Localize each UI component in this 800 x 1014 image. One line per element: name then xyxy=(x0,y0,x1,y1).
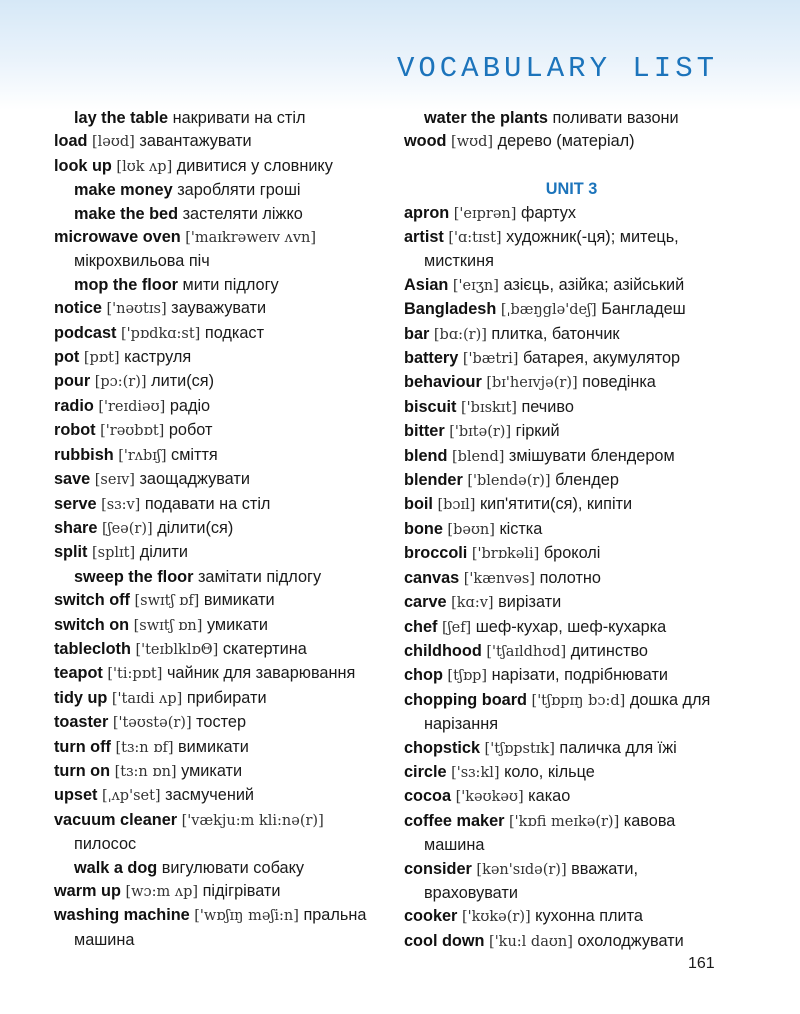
vocab-word: biscuit xyxy=(404,397,457,416)
vocab-transcription: ['nəʊtɪs] xyxy=(106,301,167,318)
vocab-transcription: [splɪt] xyxy=(92,545,136,562)
vocab-word: chef xyxy=(404,617,438,636)
vocab-translation: шеф-кухар, шеф-кухарка xyxy=(475,617,667,636)
vocab-transcription: [ʃeə(r)] xyxy=(101,520,153,537)
vocab-entry xyxy=(54,711,389,735)
vocab-entry xyxy=(404,130,739,154)
vocab-transcription: [bəʊn] xyxy=(447,521,495,538)
vocab-translation: робот xyxy=(168,421,213,440)
vocab-translation: азієць, азійка; азійський xyxy=(503,275,685,294)
vocab-translation: вимикати xyxy=(203,591,275,610)
vocab-transcription: ['kəʊkəʊ] xyxy=(455,789,524,806)
vocab-entry xyxy=(54,566,389,589)
vocab-transcription: ['reɪdiəʊ] xyxy=(98,398,166,415)
vocab-transcription: ['bɪskɪt] xyxy=(461,399,517,416)
vocab-entry xyxy=(54,662,389,686)
vocab-word: cooker xyxy=(404,907,458,926)
vocab-transcription: ['bɪtə(r)] xyxy=(449,424,512,441)
vocab-word: turn on xyxy=(54,761,111,780)
vocab-entry xyxy=(404,445,739,469)
vocab-entry xyxy=(404,616,739,640)
vocab-translation: чайник для заварювання xyxy=(166,664,356,683)
vocab-entry xyxy=(54,809,389,857)
vocab-entry xyxy=(404,664,739,688)
vocab-transcription: ['taɪdi ʌp] xyxy=(111,690,183,707)
vocab-word: boil xyxy=(404,495,433,514)
vocab-transcription: [wɔ:m ʌp] xyxy=(125,884,199,900)
vocab-word: toaster xyxy=(54,713,109,732)
vocab-transcription: ['pɒdkɑ:st] xyxy=(120,325,201,342)
vocab-word: pour xyxy=(54,372,91,391)
vocab-word: save xyxy=(54,470,91,489)
vocab-translation: засмучений xyxy=(165,786,255,805)
vocab-entry xyxy=(54,493,389,517)
vocab-entry xyxy=(54,760,389,784)
vocab-entry xyxy=(54,736,389,760)
vocab-word: microwave oven xyxy=(54,228,181,247)
vocab-word: bone xyxy=(404,519,443,538)
vocab-translation: скатертина xyxy=(222,639,307,658)
vocab-entry xyxy=(404,347,739,371)
vocab-translation: подкаст xyxy=(204,323,265,342)
vocab-word: water the plants xyxy=(424,109,548,127)
vocab-word: carve xyxy=(404,593,447,612)
vocab-entry xyxy=(404,323,739,347)
vocab-translation: печиво xyxy=(521,397,574,416)
vocab-word: notice xyxy=(54,299,102,318)
vocab-word: Asian xyxy=(404,275,449,294)
vocab-entry xyxy=(404,542,739,566)
vocab-transcription: [sɜ:v] xyxy=(101,496,141,513)
vocab-transcription: [wʊd] xyxy=(451,134,494,151)
vocab-entry xyxy=(404,591,739,615)
vocab-word: robot xyxy=(54,421,96,440)
vocab-word: tidy up xyxy=(54,688,108,707)
vocab-entry xyxy=(54,203,389,226)
vocab-transcription: ['sɜ:kl] xyxy=(451,764,500,781)
vocab-transcription: [blend] xyxy=(451,448,505,465)
vocab-word: washing machine xyxy=(54,906,190,925)
vocab-word: warm up xyxy=(54,882,121,900)
vocab-translation: какао xyxy=(528,787,571,806)
vocab-transcription: [tɜ:n ɒn] xyxy=(114,763,177,780)
vocab-translation: ділити xyxy=(139,543,188,562)
vocab-word: artist xyxy=(404,228,444,247)
vocab-transcription: [kɑ:v] xyxy=(451,595,494,612)
vocab-transcription: ['ɑ:tɪst] xyxy=(448,230,502,247)
vocab-translation: вимикати xyxy=(178,737,249,756)
vocab-transcription: ['ti:pɒt] xyxy=(107,666,163,683)
vocab-transcription: [seɪv] xyxy=(94,472,135,489)
vocab-word: bitter xyxy=(404,422,445,441)
vocab-translation: застеляти ліжко xyxy=(182,204,303,223)
unit-heading: UNIT 3 xyxy=(545,180,598,199)
right-column xyxy=(404,107,739,954)
vocab-translation: підігрівати xyxy=(202,882,281,900)
vocab-transcription: ['brɒkəli] xyxy=(471,546,540,563)
vocab-transcription: ['teɪblklɒΘ] xyxy=(135,641,219,658)
vocab-translation: замітати підлогу xyxy=(197,567,322,586)
vocab-word: split xyxy=(54,543,88,562)
vocab-transcription: ['tʃaɪldhʊd] xyxy=(486,643,567,660)
vocab-word: consider xyxy=(404,859,472,878)
vocab-entry xyxy=(404,420,739,444)
vocab-translation: умикати xyxy=(181,761,243,780)
vocab-translation: ділити(ся) xyxy=(157,518,234,537)
vocab-word: make money xyxy=(74,181,173,200)
vocab-entry xyxy=(404,298,739,322)
vocab-entry xyxy=(54,904,389,952)
vocab-word: walk a dog xyxy=(74,858,158,877)
left-column xyxy=(54,107,389,952)
vocab-transcription: [bɔɪl] xyxy=(437,497,476,514)
vocab-transcription: ['blendə(r)] xyxy=(467,473,551,490)
vocab-transcription: [ˌʌp'set] xyxy=(101,788,161,805)
vocab-translation: вирізати xyxy=(498,593,562,612)
vocab-word: battery xyxy=(404,349,459,368)
vocab-word: chopstick xyxy=(404,738,481,757)
vocab-word: wood xyxy=(404,132,447,151)
vocab-word: mop the floor xyxy=(74,275,179,294)
vocab-transcription: ['maɪkrəweɪv ʌvn] xyxy=(185,230,317,247)
vocab-translation: полотно xyxy=(539,568,601,587)
vocab-transcription: ['təʊstə(r)] xyxy=(112,715,192,732)
vocab-entry xyxy=(404,469,739,493)
vocab-word: pot xyxy=(54,348,80,367)
vocab-word: coffee maker xyxy=(404,811,505,830)
vocab-word: canvas xyxy=(404,568,460,587)
vocab-entry xyxy=(404,202,739,226)
vocab-translation: Бангладеш xyxy=(601,300,686,319)
vocab-transcription: [ləʊd] xyxy=(92,134,135,151)
vocab-transcription: ['kɒfi meɪkə(r)] xyxy=(509,813,620,830)
vocab-entry xyxy=(54,346,389,370)
vocab-entry xyxy=(54,297,389,321)
vocab-word: serve xyxy=(54,494,97,513)
vocab-entry xyxy=(404,930,739,954)
vocab-word: sweep the floor xyxy=(74,567,194,586)
vocab-translation: кухонна плита xyxy=(535,907,643,926)
vocab-entry xyxy=(54,517,389,541)
vocab-transcription: [pɔ:(r)] xyxy=(94,374,147,391)
vocab-translation: кістка xyxy=(499,519,543,538)
spacer xyxy=(404,155,739,178)
vocab-transcription: [kən'sɪdə(r)] xyxy=(476,861,567,878)
vocab-translation: зауважувати xyxy=(171,299,267,318)
vocab-word: radio xyxy=(54,396,94,415)
vocab-translation-continued: нарізання xyxy=(424,715,499,734)
vocab-transcription: ['tʃɒpstɪk] xyxy=(484,740,555,757)
vocab-translation: тостер xyxy=(196,713,247,732)
vocab-word: vacuum cleaner xyxy=(54,810,178,829)
vocab-entry xyxy=(54,880,389,904)
vocab-entry xyxy=(54,370,389,394)
vocab-entry xyxy=(54,179,389,202)
vocab-transcription: ['eɪprən] xyxy=(453,205,517,222)
vocab-translation: гіркий xyxy=(515,422,560,441)
vocab-translation-continued: машина xyxy=(424,836,485,855)
vocab-entry xyxy=(54,444,389,468)
vocab-transcription: [tɜ:n ɒf] xyxy=(115,739,174,756)
vocab-transcription: ['ku:l daʊn] xyxy=(489,933,573,950)
vocab-transcription: ['eɪʒn] xyxy=(452,277,499,294)
vocab-translation: паличка для їжі xyxy=(559,738,677,757)
vocab-transcription: ['kænvəs] xyxy=(463,570,536,587)
vocab-word: cocoa xyxy=(404,787,452,806)
vocab-word: circle xyxy=(404,762,447,781)
vocab-translation-continued: мікрохвильова піч xyxy=(74,252,210,271)
vocab-transcription: [bɑ:(r)] xyxy=(433,326,487,343)
vocab-transcription: ['rəʊbɒt] xyxy=(100,423,165,440)
vocab-entry xyxy=(54,614,389,638)
vocab-word: chopping board xyxy=(404,690,527,709)
vocab-word: tablecloth xyxy=(54,639,131,658)
vocab-translation: вигулювати собаку xyxy=(161,858,305,877)
vocab-word: apron xyxy=(404,203,450,222)
vocab-word: make the bed xyxy=(74,204,179,223)
vocab-entry xyxy=(54,155,389,179)
vocab-translation: плитка, батончик xyxy=(491,324,620,343)
vocab-transcription: ['wɒʃɪŋ məʃi:n] xyxy=(194,908,299,925)
vocab-word: upset xyxy=(54,786,98,805)
vocab-word: childhood xyxy=(404,641,482,660)
vocab-word: rubbish xyxy=(54,445,114,464)
vocab-entry xyxy=(404,107,739,130)
vocab-word: Bangladesh xyxy=(404,300,497,319)
vocab-entry xyxy=(54,130,389,154)
vocab-translation-continued: машина xyxy=(74,930,135,949)
vocab-word: behaviour xyxy=(404,373,482,392)
vocab-entry xyxy=(404,371,739,395)
vocab-entry xyxy=(54,589,389,613)
vocab-entry xyxy=(54,541,389,565)
vocab-transcription: ['bætri] xyxy=(462,351,519,368)
vocab-transcription: [pɒt] xyxy=(83,350,120,367)
vocab-entry xyxy=(54,784,389,808)
vocab-entry xyxy=(404,761,739,785)
vocab-translation: радіо xyxy=(169,396,211,415)
vocab-word: broccoli xyxy=(404,544,468,563)
vocab-translation: змішувати блендером xyxy=(508,446,675,465)
unit-list xyxy=(404,202,739,955)
vocab-translation: накривати на стіл xyxy=(172,109,306,127)
vocab-translation: художник(-ця); митець, xyxy=(506,228,679,247)
vocab-translation: кип'ятити(ся), кипіти xyxy=(480,495,633,514)
vocab-translation: вважати, xyxy=(571,859,638,878)
vocab-transcription: ['vækju:m kli:nə(r)] xyxy=(181,812,324,829)
vocab-entry xyxy=(404,689,739,737)
vocab-entry xyxy=(54,226,389,274)
vocab-translation: мити підлогу xyxy=(182,275,279,294)
vocab-entry xyxy=(404,396,739,420)
vocab-entry xyxy=(54,687,389,711)
vocab-translation: блендер xyxy=(555,471,619,490)
vocab-entry xyxy=(404,493,739,517)
vocab-entry xyxy=(54,395,389,419)
vocab-word: blender xyxy=(404,471,463,490)
vocab-word: turn off xyxy=(54,737,111,756)
page-title: VOCABULARY LIST xyxy=(396,52,718,85)
vocab-word: podcast xyxy=(54,323,117,342)
vocab-word: switch off xyxy=(54,591,130,610)
vocab-word: teapot xyxy=(54,664,103,683)
vocab-transcription: [ʃef] xyxy=(442,619,472,636)
vocab-word: load xyxy=(54,132,88,151)
vocab-transcription: ['kʊkə(r)] xyxy=(461,909,531,926)
vocab-translation: нарізати, подрібнювати xyxy=(491,666,669,685)
vocab-translation: дивитися у словнику xyxy=(176,156,333,175)
vocab-translation: фартух xyxy=(520,203,577,222)
vocab-entry xyxy=(404,905,739,929)
vocab-translation: поливати вазони xyxy=(552,109,679,127)
vocab-word: cool down xyxy=(404,931,485,950)
vocab-translation: сміття xyxy=(171,445,218,464)
vocab-word: look up xyxy=(54,156,112,175)
vocab-entry xyxy=(404,785,739,809)
vocab-entry xyxy=(54,419,389,443)
vocab-translation: пральна xyxy=(303,906,367,925)
vocab-word: bar xyxy=(404,324,430,343)
vocab-translation: охолоджувати xyxy=(577,931,684,950)
vocab-entry xyxy=(404,274,739,298)
vocab-transcription: [bɪ'heɪvjə(r)] xyxy=(486,375,578,392)
vocab-entry xyxy=(54,857,389,880)
vocab-transcription: [swɪtʃ ɒn] xyxy=(133,617,203,634)
vocab-entry xyxy=(404,640,739,664)
page-number: 161 xyxy=(688,955,715,972)
right-top-list xyxy=(404,107,739,155)
vocab-translation: каструля xyxy=(124,348,192,367)
vocab-word: switch on xyxy=(54,615,130,634)
vocab-translation: прибирати xyxy=(186,688,267,707)
vocab-word: chop xyxy=(404,666,443,685)
vocab-translation: броколі xyxy=(543,544,601,563)
vocab-translation-continued: мисткиня xyxy=(424,252,494,271)
vocab-entry xyxy=(404,858,739,906)
vocab-transcription: [lʊk ʌp] xyxy=(116,158,173,175)
vocab-word: blend xyxy=(404,446,448,465)
vocab-entry xyxy=(404,810,739,858)
vocab-transcription: ['tʃɒpɪŋ bɔ:d] xyxy=(531,692,626,709)
vocab-entry xyxy=(54,468,389,492)
vocab-transcription: ['rʌbɪʃ] xyxy=(118,447,167,464)
vocab-entry xyxy=(54,322,389,346)
vocab-translation: заощаджувати xyxy=(139,470,250,489)
vocab-translation: батарея, акумулятор xyxy=(522,349,681,368)
vocab-transcription: [swɪtʃ ɒf] xyxy=(134,593,200,610)
vocab-translation: поведінка xyxy=(582,373,656,392)
vocab-entry xyxy=(404,518,739,542)
vocab-entry xyxy=(54,638,389,662)
vocab-translation-continued: пилосос xyxy=(74,835,137,854)
vocab-translation-continued: враховувати xyxy=(424,883,518,902)
vocab-word: lay the table xyxy=(74,109,169,127)
vocab-translation: лити(ся) xyxy=(151,372,215,391)
vocab-entry xyxy=(54,274,389,297)
vocab-translation: умикати xyxy=(206,615,268,634)
vocab-translation: подавати на стіл xyxy=(144,494,271,513)
vocab-entry xyxy=(404,737,739,761)
vocab-transcription: [tʃɒp] xyxy=(447,668,488,685)
vocab-entry xyxy=(404,567,739,591)
vocab-translation: заробляти гроші xyxy=(177,181,301,200)
vocab-translation: завантажувати xyxy=(139,132,252,151)
vocab-translation: кавова xyxy=(623,811,676,830)
vocab-translation: дерево (матеріал) xyxy=(497,132,635,151)
vocab-transcription: [ˌbæŋglə'deʃ] xyxy=(500,302,597,319)
vocab-translation: дитинство xyxy=(570,641,648,660)
vocab-translation: дошка для xyxy=(629,690,711,709)
vocab-entry xyxy=(54,107,389,130)
vocab-entry xyxy=(404,226,739,274)
vocab-translation: коло, кільце xyxy=(504,762,595,781)
vocab-word: share xyxy=(54,518,98,537)
